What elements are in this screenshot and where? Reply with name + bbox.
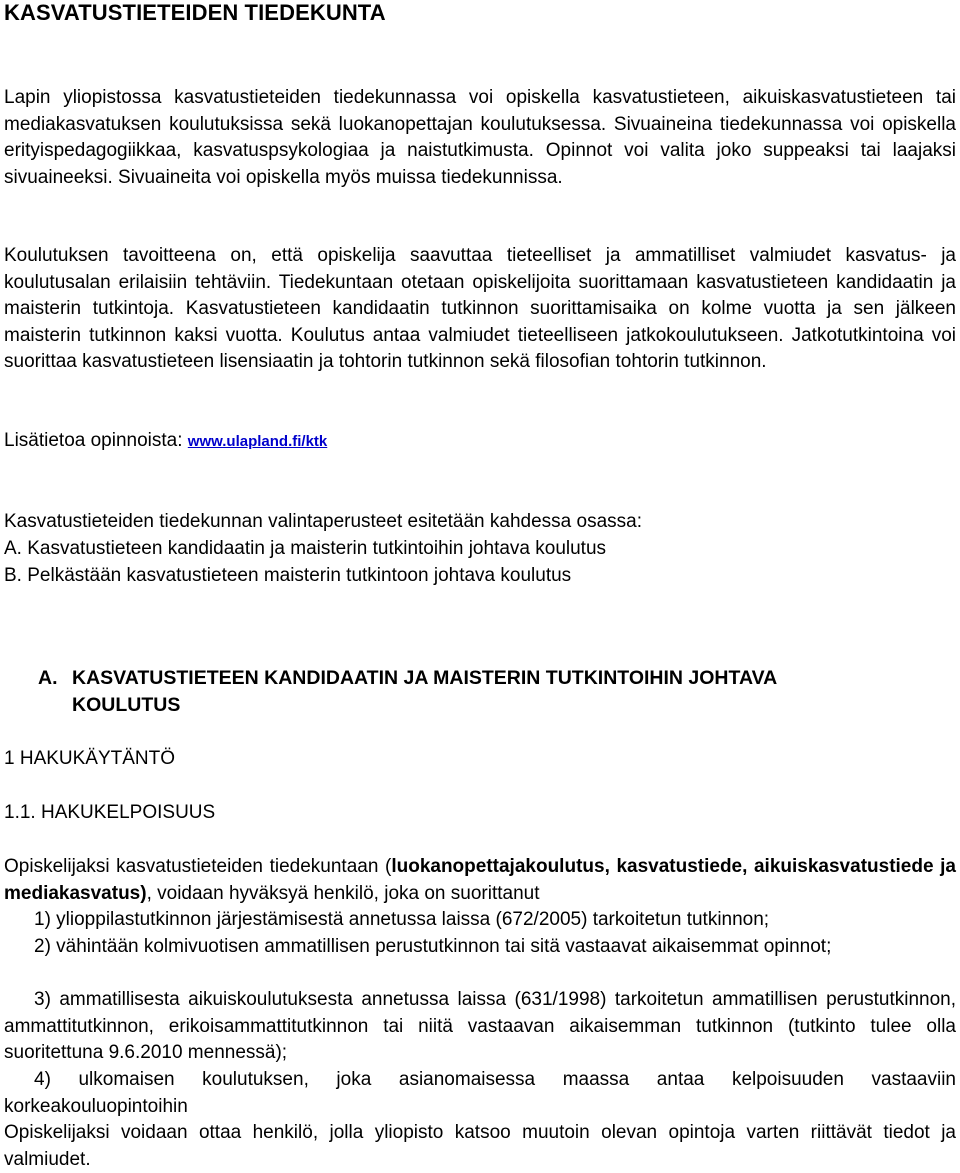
eligibility-item-2-text: 2) vähintään kolmivuotisen ammatillisen perustutkinnon tai sitä vastaavat aikaisemmat opinnot; — [34, 936, 832, 957]
eligibility-item-4-text: 4) ulkomaisen koulutuksen, joka asianomaisessa maassa antaa kelpoisuuden vastaaviin korkeakouluopintoihin — [4, 1069, 956, 1117]
eligibility-closing: Opiskelijaksi voidaan ottaa henkilö, jolla yliopisto katsoo muutoin olevan opintoja varten riittävät tiedot ja valmiudet. — [4, 1122, 956, 1170]
criteria-item-b: B. Pelkästään kasvatustieteen maisterin tutkintoon johtava koulutus — [4, 565, 572, 586]
eligibility-item-1 — [4, 907, 956, 934]
eligibility-item-1-text: 1) ylioppilastutkinnon järjestämisestä annetussa laissa (672/2005) tarkoitetun tutkinnon; — [34, 909, 770, 930]
section-a-label: A. — [38, 667, 58, 689]
eligibility-item-3 — [4, 987, 956, 1067]
page-title: KASVATUSTIETEIDEN TIEDEKUNTA — [4, 0, 386, 25]
faculty-link[interactable]: www.ulapland.fi/ktk — [187, 433, 328, 450]
intro-paragraph: Lapin yliopistossa kasvatustieteiden tiedekunnassa voi opiskella kasvatustieteen, aikuiskasvatustieteen tai mediakasvatuksen koulutuksissa sekä luokanopettajan koulutuksessa. Sivuaineina tiedekunnassa voi opiskella erityispedagogiikkaa, kasvatuspsykologiaa ja naistutkimusta. Opinnot voi valita joko suppeaksi tai laajaksi sivuaineeksi. Sivuaineita voi opiskella myös muissa tiedekunnissa. — [4, 87, 956, 188]
eligibility-item-2 — [4, 934, 956, 961]
section-a-line2: KOULUTUS — [72, 694, 181, 716]
eligibility-lead: Opiskelijaksi kasvatustieteiden tiedekuntaan ( — [4, 856, 392, 877]
eligibility-paragraph — [4, 854, 956, 907]
criteria-intro: Kasvatustieteiden tiedekunnan valintaperusteet esitetään kahdessa osassa: — [4, 511, 642, 532]
more-info — [4, 428, 327, 456]
eligibility-tail: , voidaan hyväksyä henkilö, joka on suorittanut — [146, 882, 540, 904]
eligibility-item-4 — [4, 1067, 956, 1120]
heading-hakukelpoisuus: 1.1. HAKUKELPOISUUS — [4, 802, 216, 823]
section-a-line1: KASVATUSTIETEEN KANDIDAATIN JA MAISTERIN TUTKINTOIHIN JOHTAVA — [72, 667, 778, 689]
heading-hakukaytanto: 1 HAKUKÄYTÄNTÖ — [4, 748, 176, 769]
eligibility-programs: luokanopettajakoulutus, kasvatustiede, aikuiskasvatustiede ja mediakasvatus) — [4, 856, 956, 904]
section-a-heading — [38, 665, 938, 719]
goal-paragraph: Koulutuksen tavoitteena on, että opiskelija saavuttaa tieteelliset ja ammatilliset valmiudet kasvatus- ja koulutusalan erilaisiin tehtäviin. Tiedekuntaan otetaan opiskelijoita suorittamaan kasvatustieteen kandidaatin ja maisterin tutkintoja. Kasvatustieteen kandidaatin tutkinnon suorittamisaika on kolme vuotta ja sen jälkeen maisterin tutkinnon kaksi vuotta. Koulutus antaa valmiudet tieteelliseen jatkokoulutukseen. Jatkotutkintoina voi suorittaa kasvatustieteen lisensiaatin ja tohtorin tutkinnon sekä filosofian tohtorin tutkinnon. — [4, 245, 956, 372]
more-info-label: Lisätietoa opinnoista: — [4, 430, 183, 451]
eligibility-item-3-text: 3) ammatillisesta aikuiskoulutuksesta annetussa laissa (631/1998) tarkoitetun ammatillisen perustutkinnon, ammattitutkinnon, erikoisammattitutkinnon tai niitä vastaavan aikaisemman tutkinnon (tutkinto tulee olla suoritettuna 9.6.2010 mennessä); — [4, 989, 956, 1063]
criteria-item-a: A. Kasvatustieteen kandidaatin ja maisterin tutkintoihin johtava koulutus — [4, 538, 607, 559]
